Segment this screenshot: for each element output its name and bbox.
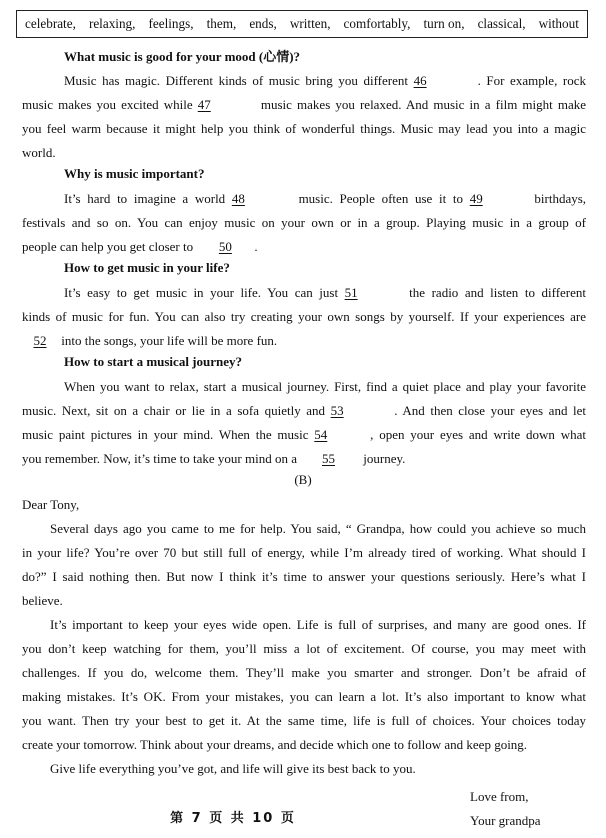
paragraph-line: music paint pictures in your mind. When the music 54 , open your eyes and write down what <box>22 427 586 442</box>
letter-line: you want. Then try your best to get it. At the same time, life is full of choices. Your choices today <box>22 713 586 728</box>
blank-50[interactable]: 50 <box>218 239 232 254</box>
section-label-b: (B) <box>294 472 312 487</box>
blank-47[interactable]: 47 <box>197 97 211 112</box>
blank-53[interactable]: 53 <box>330 403 344 418</box>
blank-52[interactable]: 52 <box>33 333 47 348</box>
paragraph-line: music makes you excited while 47 music makes you relaxed. And music in a film might make <box>22 97 587 112</box>
word-bank-item: without <box>538 16 579 31</box>
paragraph-line: world. <box>22 145 56 160</box>
letter-line: Several days ago you came to me for help. You said, “ Grandpa, how could you achieve so much <box>50 521 586 536</box>
word-bank-item: written, <box>289 16 331 31</box>
letter-line: believe. <box>22 593 63 608</box>
blank-51[interactable]: 51 <box>344 285 358 300</box>
letter-line: in your life? You’re over 70 but still full of energy, while I’m already tired of working. What should I <box>22 545 586 560</box>
letter-line: Give life everything you’ve got, and life will give its best back to you. <box>50 761 416 776</box>
word-bank-item: ends, <box>249 16 277 31</box>
letter-line: challenges. If you do, welcome them. They’ll make you smarter and stronger. Don’t be afraid of <box>22 665 586 680</box>
letter-line: create your tomorrow. Think about your dreams, and decide which one to follow and keep going. <box>22 737 528 752</box>
blank-46[interactable]: 46 <box>413 73 427 88</box>
word-bank-item: celebrate, <box>25 16 76 31</box>
word-bank-item: turn on, <box>423 16 465 31</box>
page-number-footer: 第 7 页 共 10 页 <box>170 811 296 826</box>
section-heading-mood: What music is good for your mood (心情)? <box>64 49 301 64</box>
section-heading-why: Why is music important? <box>64 166 205 181</box>
paragraph-line: 52 into the songs, your life will be more fun. <box>22 332 277 350</box>
word-bank-item: them, <box>206 16 237 31</box>
paragraph-line: Music has magic. Different kinds of music bring you different 46 . For example, rock <box>64 73 587 88</box>
letter-closing: Love from, <box>470 789 529 804</box>
word-bank-item: classical, <box>477 16 526 31</box>
paragraph-line: people can help you get closer to 50 . <box>22 239 258 254</box>
paragraph-line: you feel warm because it might help you think of wonderful things. Music may lead you into a magic <box>22 121 586 136</box>
paragraph-line: you remember. Now, it’s time to take your mind on a 55 journey. <box>22 451 406 466</box>
word-bank-item: comfortably, <box>343 16 411 31</box>
paragraph-line: It’s easy to get music in your life. You can just 51 the radio and listen to different <box>64 285 587 300</box>
paragraph-line: festivals and so on. You can enjoy music on your own or in a group. Playing music in a group of <box>22 215 586 230</box>
letter-line: you don’t keep watching for them, you’ll miss a lot of excitement. Of course, you may meet with <box>22 641 586 656</box>
letter-line: do?” I said nothing then. But now I think it’s time to answer your questions seriously. Here’s what I <box>22 569 586 584</box>
word-bank-item: relaxing, <box>88 16 136 31</box>
letter-greeting: Dear Tony, <box>22 497 80 512</box>
paragraph-line: kinds of music for fun. You can also try creating your own songs by yourself. If your experiences are <box>22 309 586 324</box>
blank-55[interactable]: 55 <box>322 451 335 466</box>
word-bank-item: feelings, <box>148 16 194 31</box>
blank-48[interactable]: 48 <box>231 191 245 206</box>
letter-signature: Your grandpa <box>470 813 541 828</box>
section-heading-how-get: How to get music in your life? <box>64 260 230 275</box>
section-heading-journey: How to start a musical journey? <box>64 354 243 369</box>
paragraph-line: It’s hard to imagine a world 48 music. People often use it to 49 birthdays, <box>64 191 587 206</box>
paragraph-line: When you want to relax, start a musical journey. First, find a quiet place and play your favorite <box>64 379 586 394</box>
blank-54[interactable]: 54 <box>314 427 328 442</box>
word-bank-box <box>16 10 588 38</box>
blank-49[interactable]: 49 <box>469 191 483 206</box>
paragraph-line: music. Next, sit on a chair or lie in a sofa quietly and 53 . And then close your eyes and let <box>22 403 587 418</box>
letter-line: making mistakes. It’s OK. From your mistakes, you can learn a lot. It’s also important to know what <box>22 689 586 704</box>
letter-line: It’s important to keep your eyes wide open. Life is full of surprises, and many are good ones. If <box>50 617 586 632</box>
